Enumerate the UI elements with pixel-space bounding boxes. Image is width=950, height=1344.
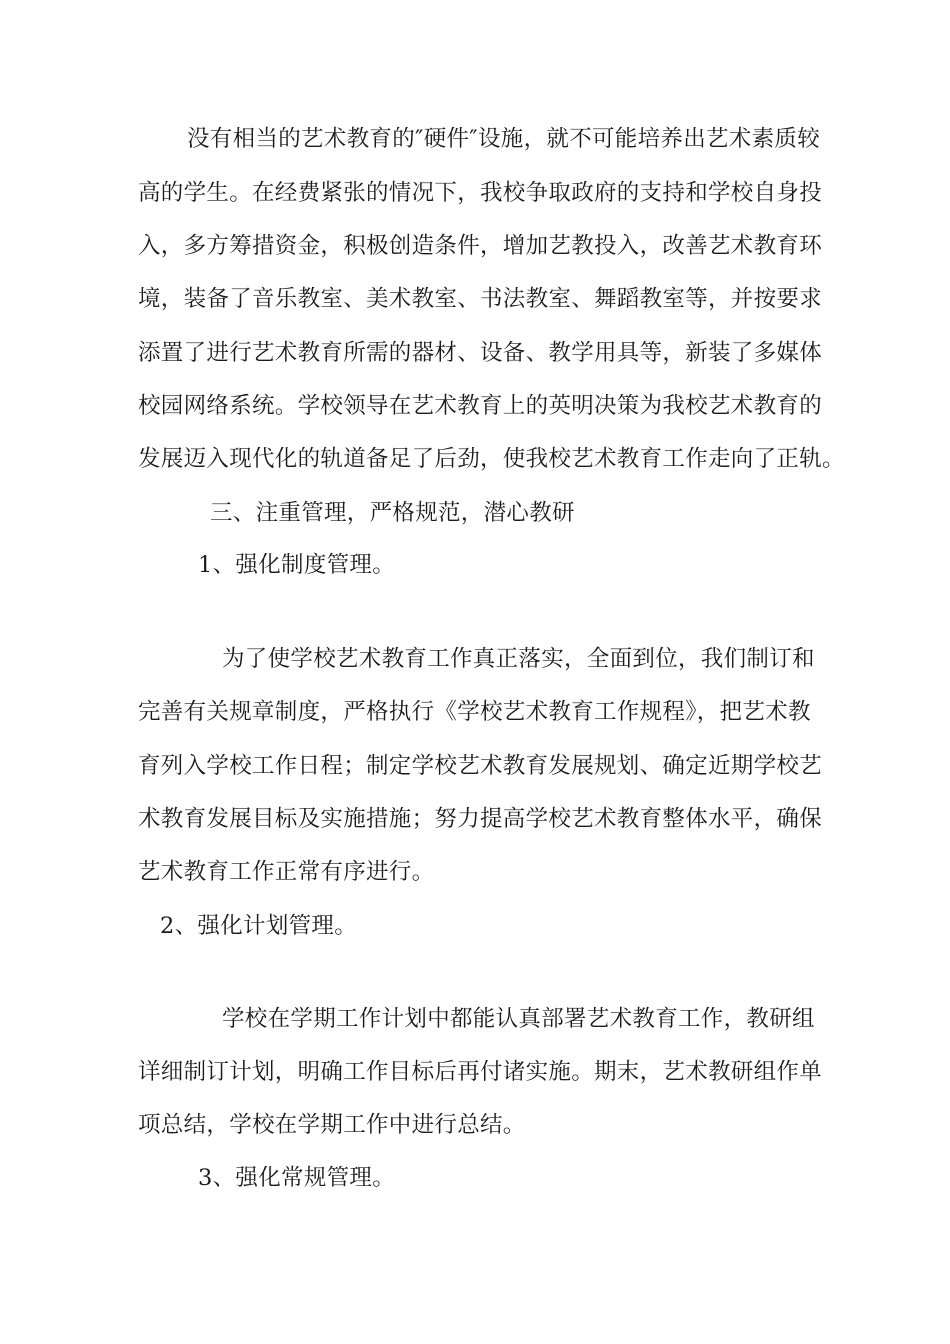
text-line: 育列入学校工作日程；制定学校艺术教育发展规划、确定近期学校艺 <box>138 753 823 779</box>
subsection-heading: 3、强化常规管理。 <box>198 1165 396 1191</box>
text-line: 项总结，学校在学期工作中进行总结。 <box>138 1112 526 1138</box>
text-line: 境，装备了音乐教室、美术教室、书法教室、舞蹈教室等，并按要求 <box>138 286 823 312</box>
subsection-heading: 1、强化制度管理。 <box>198 552 396 578</box>
text-line: 没有相当的艺术教育的″硬件″设施，就不可能培养出艺术素质较 <box>187 126 821 152</box>
text-line: 添置了进行艺术教育所需的器材、设备、教学用具等，新装了多媒体 <box>138 340 823 366</box>
text-line: 入，多方筹措资金，积极创造条件，增加艺教投入，改善艺术教育环 <box>138 233 823 259</box>
subsection-heading: 2、强化计划管理。 <box>160 913 358 939</box>
text-line: 艺术教育工作正常有序进行。 <box>138 859 435 885</box>
text-line: 为了使学校艺术教育工作真正落实，全面到位，我们制订和 <box>222 646 815 672</box>
text-line: 高的学生。在经费紧张的情况下，我校争取政府的支持和学校自身投 <box>138 180 823 206</box>
text-line: 学校在学期工作计划中都能认真部署艺术教育工作，教研组 <box>222 1006 815 1032</box>
text-line: 校园网络系统。学校领导在艺术教育上的英明决策为我校艺术教育的 <box>138 393 823 419</box>
text-line: 完善有关规章制度，严格执行《学校艺术教育工作规程》，把艺术教 <box>138 699 811 725</box>
text-line: 术教育发展目标及实施措施；努力提高学校艺术教育整体水平，确保 <box>138 806 823 832</box>
text-line: 详细制订计划，明确工作目标后再付诸实施。期末，艺术教研组作单 <box>138 1059 823 1085</box>
section-heading: 三、注重管理，严格规范，潜心教研 <box>210 500 575 526</box>
text-line: 发展迈入现代化的轨道备足了后劲，使我校艺术教育工作走向了正轨。 <box>138 446 845 472</box>
